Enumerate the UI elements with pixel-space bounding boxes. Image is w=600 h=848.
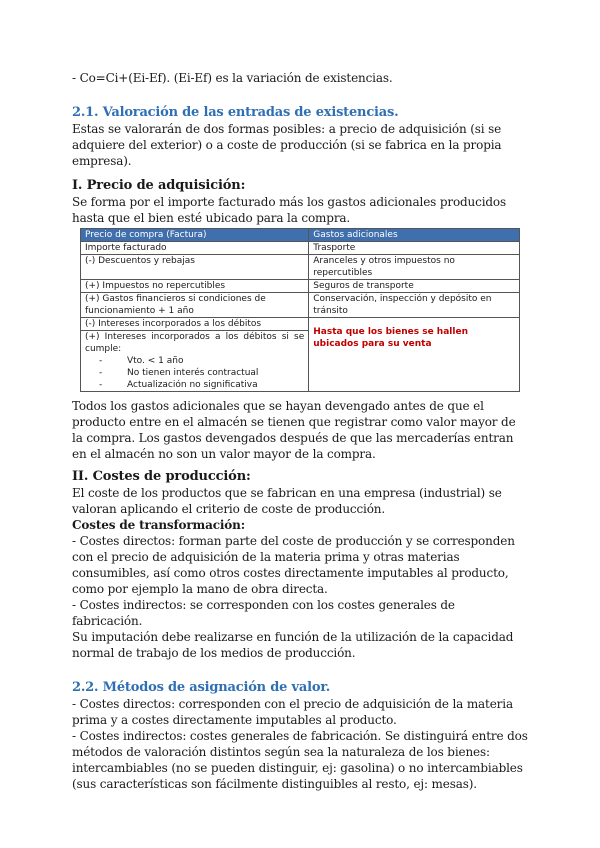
- table-cell: Trasporte: [309, 242, 520, 255]
- table-cell: Aranceles y otros impuestos no repercutibles: [309, 255, 520, 280]
- table-row: [81, 242, 520, 255]
- section-2-2-indirectos-text: - Costes indirectos: costes generales de fabricación. Se distinguirá entre dos métodos de valoración distintos según sea la naturaleza de los bienes: intercambiables (no se pueden distinguir, ej: gasolina) o no intercambiables (sus características son fácilmente distinguibles al resto, ej: mesas).: [72, 729, 528, 791]
- costes-indirectos-text: - Costes indirectos: se corresponden con los costes generales de fabricación.: [72, 598, 455, 628]
- costes-transformacion-heading: Costes de transformación:: [72, 518, 245, 532]
- table-cell: Seguros de transporte: [309, 280, 520, 293]
- table-cell: Conservación, inspección y depósito en tránsito: [309, 293, 520, 318]
- table-row: [81, 255, 520, 280]
- table-header-cell: Gastos adicionales: [309, 229, 520, 242]
- formula-line: - Co=Ci+(Ei-Ef). (Ei-Ef) es la variación de existencias.: [72, 71, 393, 85]
- section-2-1-heading: 2.1. Valoración de las entradas de existencias.: [72, 105, 399, 120]
- table-cell: (+) Impuestos no repercutibles: [81, 280, 309, 293]
- table-cell-merged: [309, 318, 520, 392]
- price-table: [80, 228, 520, 392]
- table-row: [81, 293, 520, 318]
- section-2-1-text: Estas se valorarán de dos formas posibles: a precio de adquisición (si se adquiere del exterior) o a coste de producción (si se fabrica en la propia empresa).: [72, 122, 502, 168]
- table-header-row: [81, 229, 520, 242]
- table-row: [81, 280, 520, 293]
- table-cell: Importe facturado: [81, 242, 309, 255]
- imputacion-text: Su imputación debe realizarse en función de la utilización de la capacidad normal de trabajo de los medios de producción.: [72, 630, 514, 660]
- section-2-2-directos-text: - Costes directos: corresponden con el precio de adquisición de la materia prima y a costes directamente imputables al producto.: [72, 697, 513, 727]
- costes-produccion-text: El coste de los productos que se fabrican en una empresa (industrial) se valoran aplicando el criterio de coste de producción.: [72, 486, 502, 516]
- document-page: [72, 70, 528, 792]
- list-item: - Actualización no significativa: [99, 380, 258, 390]
- precio-adquisicion-heading: I. Precio de adquisición:: [72, 178, 246, 193]
- table-cell: (+) Gastos financieros si condiciones de funcionamiento + 1 año: [81, 293, 309, 318]
- list-item: - Vto. < 1 año: [99, 356, 184, 366]
- list-item: - No tienen interés contractual: [99, 368, 259, 378]
- after-table-text: Todos los gastos adicionales que se hayan devengado antes de que el producto entre en el almacén se tienen que registrar como valor mayor de la compra. Los gastos devengados después de que las mercaderías entran en el almacén no son un valor mayor de la compra.: [72, 399, 516, 461]
- table-header-cell: Precio de compra (Factura): [81, 229, 309, 242]
- table-cell: [81, 331, 309, 392]
- table-cell: (-) Descuentos y rebajas: [81, 255, 309, 280]
- costes-directos-text: - Costes directos: forman parte del coste de producción y se corresponden con el precio de adquisición de la materia prima y otras materias consumibles, así como otros costes directamente imputables al producto, como por ejemplo la mano de obra directa.: [72, 534, 515, 596]
- table-cell: (-) Intereses incorporados a los débitos: [81, 318, 309, 331]
- red-note: Hasta que los bienes se hallen ubicados para su venta: [313, 327, 468, 349]
- table-row: [81, 318, 520, 331]
- section-2-2-heading: 2.2. Métodos de asignación de valor.: [72, 680, 331, 695]
- costes-produccion-heading: II. Costes de producción:: [72, 469, 251, 484]
- interest-condition-text: (+) Intereses incorporados a los débitos si se cumple:: [85, 332, 305, 354]
- precio-adquisicion-text: Se forma por el importe facturado más los gastos adicionales producidos hasta que el bien esté ubicado para la compra.: [72, 195, 507, 225]
